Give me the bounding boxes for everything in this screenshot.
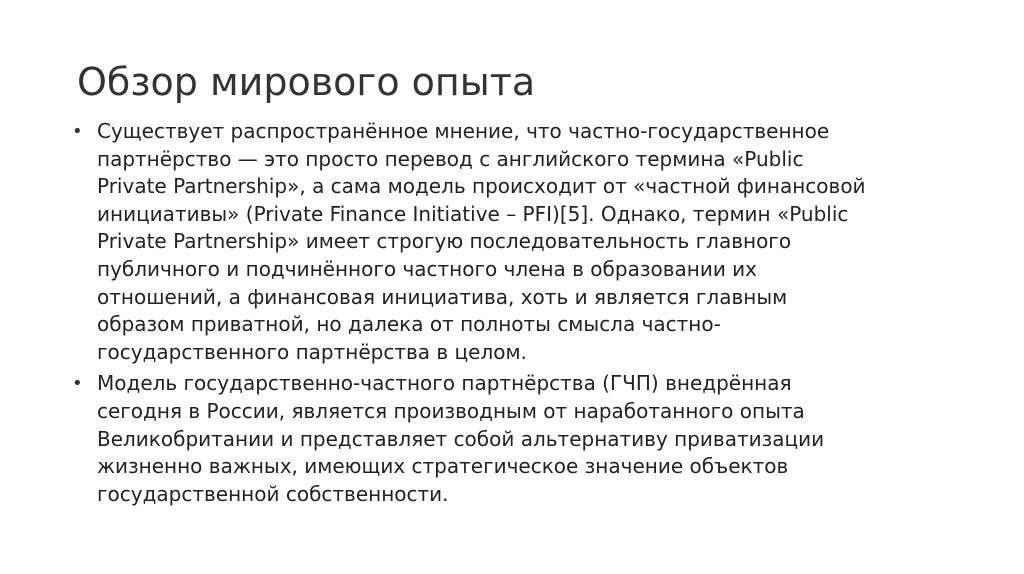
bullet-text-line: государственного партнёрства в целом. bbox=[97, 339, 527, 364]
bullet-dot-icon: • bbox=[72, 121, 83, 142]
bullet-text-line: Великобритании и представляет собой альтернативу приватизации bbox=[97, 426, 825, 451]
bullet-text-line: Private Partnership» имеет строгую последовательность главного bbox=[97, 229, 792, 254]
bullet-text-line: государственной собственности. bbox=[97, 481, 449, 506]
bullet-text-line: жизненно важных, имеющих стратегическое значение объектов bbox=[97, 454, 789, 479]
bullet-text-line: партнёрство — это просто перевод с английского термина «Public bbox=[97, 146, 804, 171]
bullet-text-line: отношений, а финансовая инициатива, хоть и является главным bbox=[97, 284, 788, 309]
bullet-text-line: Private Partnership», а сама модель происходит от «частной финансовой bbox=[97, 174, 866, 199]
bullet-text-line: инициативы» (Private Finance Initiative – PFI)[5]. Однако, термин «Public bbox=[97, 201, 849, 226]
bullet-text-line: образом приватной, но далека от полноты смысла частно- bbox=[97, 312, 721, 337]
bullet-item bbox=[70, 370, 970, 508]
bullet-text-line: сегодня в России, является производным от наработанного опыта bbox=[97, 398, 805, 423]
bullet-item bbox=[70, 118, 970, 366]
bullet-dot-icon: • bbox=[72, 373, 83, 395]
bullet-text-line: Существует распространённое мнение, что частно-государственное bbox=[97, 119, 830, 143]
bullet-text-line: публичного и подчинённого частного члена в образовании их bbox=[97, 256, 758, 281]
bullet-text-line: Модель государственно-частного партнёрства (ГЧП) внедрённая bbox=[97, 371, 792, 396]
bullet-list bbox=[70, 118, 970, 512]
slide-title: Обзор мирового опыта bbox=[77, 60, 536, 104]
